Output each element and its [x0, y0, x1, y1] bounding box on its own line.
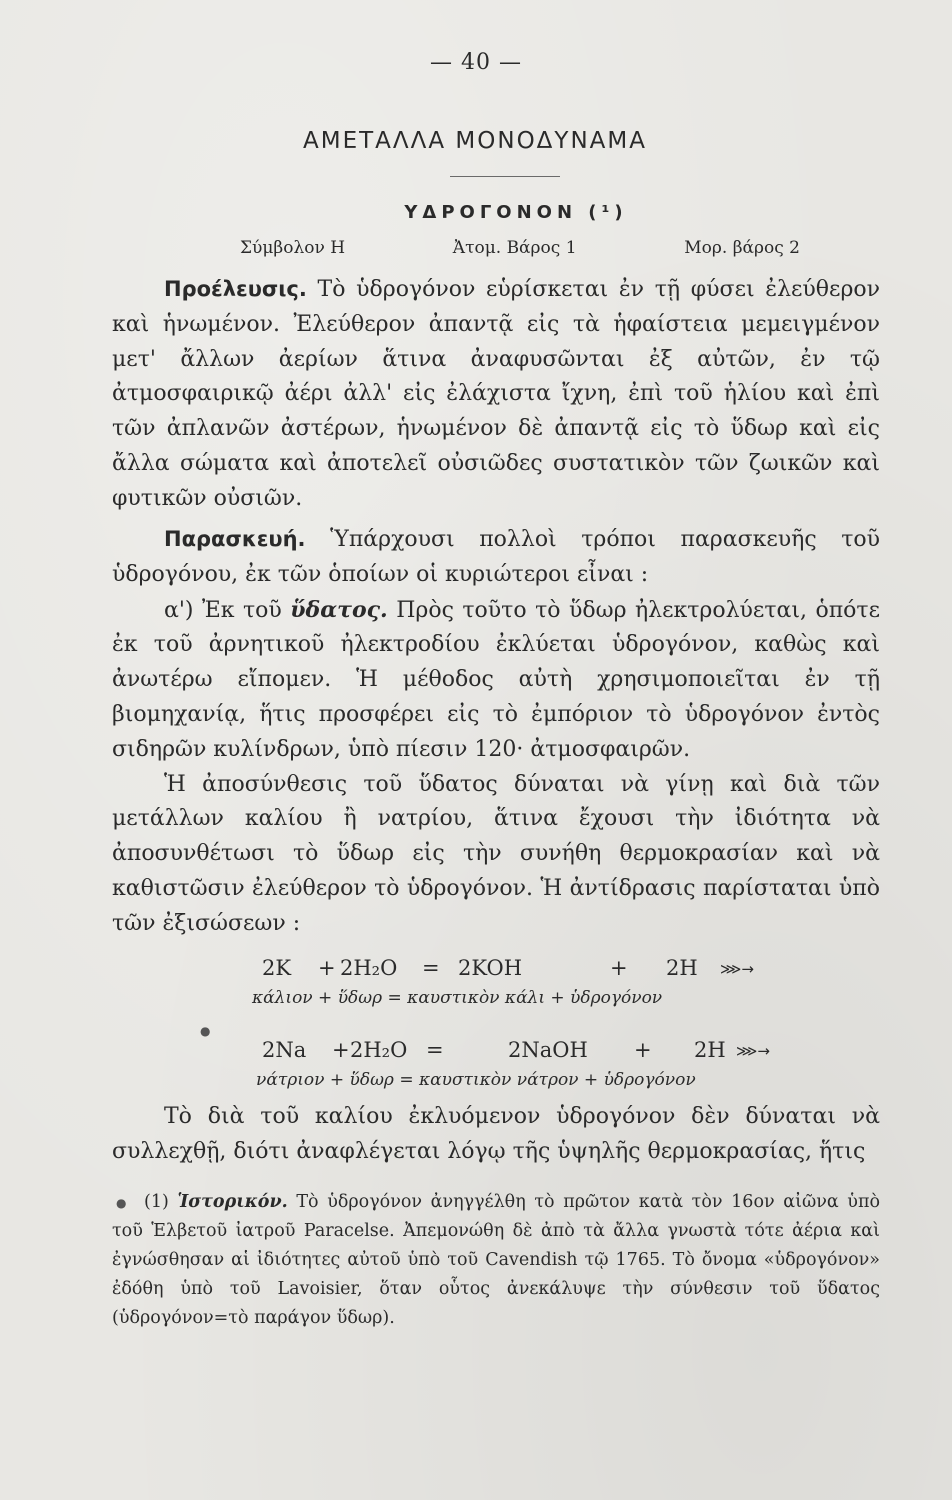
eq2-product-2: 2H [694, 1038, 726, 1062]
atomic-weight: Ἀτομ. Βάρος 1 [452, 238, 577, 258]
footnote-marker: (1) [144, 1192, 178, 1212]
origin-heading: Προέλευσις. [164, 277, 307, 301]
method-a-label: α') Ἐκ τοῦ [164, 597, 291, 623]
eq2-reactant-2: 2H₂O [350, 1038, 408, 1062]
origin-text: Τὸ ὑδρογόνον εὑρίσκεται ἐν τῇ φύσει ἐλεύθερον καὶ ἡνωμένον. Ἐλεύθερον ἀπαντᾷ εἰς τὰ ἡφαίστεια μεμειγμένον μετ' ἄλλων ἀερίων ἅτινα ἀναφυσῶνται ἐξ αὐτῶν, ἐν τῷ ἀτμοσφαιρικῷ ἀέρι ἀλλ' εἰς ἐλάχιστα ἴχνη, ἐπὶ τοῦ ἡλίου καὶ ἐπὶ τῶν ἀπλανῶν ἀστέρων, ἡνωμένον δὲ ἀπαντᾷ εἰς τὸ ὕδωρ καὶ εἰς ἄλλα σώματα καὶ ἀποτελεῖ οὐσιῶδες συστατικὸν τῶν ζωικῶν καὶ φυτικῶν οὐσιῶν. [112, 277, 880, 511]
section-title: ΥΔΡΟΓΟΝΟΝ (¹) [404, 202, 628, 223]
eq2-product-1: 2NaOH [508, 1038, 588, 1062]
method-a-paragraph [112, 593, 880, 768]
eq1-product-1: 2KOH [458, 956, 523, 980]
main-text-upper [112, 272, 880, 517]
eq1-words: κάλιον + ὕδωρ = καυστικὸν κάλι + ὑδρογόνον [252, 988, 663, 1008]
eq1-equals: = [422, 956, 440, 980]
equation-sodium [190, 1038, 830, 1066]
preparation-intro: Ὑπάρχουσι πολλοὶ τρόποι παρασκευῆς τοῦ ὑδρογόνου, ἐκ τῶν ὁποίων οἱ κυριώτεροι εἶναι : [112, 527, 880, 587]
chapter-title: ΑΜΕΤΑΛΛΑ ΜΟΝΟΔΥΝΑΜΑ [303, 128, 647, 154]
preparation-heading: Παρασκευή. [164, 527, 306, 551]
footnote [112, 1188, 880, 1333]
preparation-paragraph [112, 522, 880, 593]
decomposition-paragraph: Ἡ ἀποσύνθεσις τοῦ ὕδατος δύναται νὰ γίνῃ καὶ διὰ τῶν μετάλλων καλίου ἢ νατρίου, ἅτινα ἔχουσι τὴν ἰδιότητα νὰ ἀποσυνθέτωσι τὸ ὕδωρ εἰς τὴν συνήθη θερμοκρασίαν καὶ νὰ καθιστῶσιν ἐλεύθερον τὸ ὑδρογόνον. Ἡ ἀντίδρασις παρίσταται ὑπὸ τῶν ἐξισώσεων : [112, 771, 880, 936]
equation-potassium [190, 956, 830, 984]
eq1-arrow-icon: ⋙→ [720, 960, 754, 978]
eq1-plus-2: + [610, 956, 628, 980]
closing-paragraph: Τὸ διὰ τοῦ καλίου ἐκλυόμενον ὑδρογόνον δὲν δύναται νὰ συλλεχθῇ, διότι ἀναφλέγεται λόγῳ τῆς ὑψηλῆς θερμοκρασίας, ἥτις [112, 1104, 880, 1164]
eq1-plus-1: + [318, 956, 336, 980]
margin-mark: ● [200, 1024, 211, 1038]
main-text-middle [112, 522, 880, 942]
molecular-weight: Μορ. βάρος 2 [684, 238, 800, 258]
element-properties [240, 238, 800, 258]
eq2-plus-1: + [332, 1038, 350, 1062]
equation-potassium-words [190, 988, 830, 1016]
eq1-product-2: 2H [666, 956, 698, 980]
eq1-reactant-2: 2H₂O [340, 956, 398, 980]
eq2-plus-2: + [634, 1038, 652, 1062]
eq2-arrow-icon: ⋙→ [736, 1042, 770, 1060]
element-symbol: Σύμβολον Η [240, 238, 346, 258]
eq1-reactant-1: 2K [262, 956, 292, 980]
footnote-text: Τὸ ὑδρογόνον ἀνηγγέλθη τὸ πρῶτον κατὰ τὸν 16ον αἰῶνα ὑπὸ τοῦ Ἑλβετοῦ ἰατροῦ Paracelse. Ἀπεμονώθη δὲ ἀπὸ τὰ ἄλλα γνωστὰ τότε ἀέρια καὶ ἐγνώσθησαν αἱ ἰδιότητες αὐτοῦ ὑπὸ τοῦ Cavendish τῷ 1765. Τὸ ὄνομα «ὑδρογόνον» ἐδόθη ὑπὸ τοῦ Lavoisier, ὅταν οὗτος ἀνεκάλυψε τὴν σύνθεσιν τοῦ ὕδατος (ὑδρογόνον=τὸ παράγον ὕδωρ). [112, 1192, 880, 1328]
equation-sodium-words [190, 1070, 830, 1098]
main-text-lower [112, 1100, 880, 1170]
margin-mark: ● [116, 1196, 127, 1210]
eq2-words: νάτριον + ὕδωρ = καυστικὸν νάτρον + ὑδρογόνον [256, 1070, 696, 1090]
footnote-paragraph [112, 1188, 880, 1333]
title-divider [450, 176, 560, 177]
footnote-heading: Ἱστορικόν. [177, 1192, 288, 1212]
method-a-term: ὕδατος. [290, 596, 388, 623]
origin-paragraph [112, 272, 880, 517]
eq2-reactant-1: 2Na [262, 1038, 307, 1062]
method-a-text: Πρὸς τοῦτο τὸ ὕδωρ ἠλεκτρολύεται, ὁπότε ἐκ τοῦ ἀρνητικοῦ ἠλεκτροδίου ἐκλύεται ὑδρογόνον, καθὼς καὶ ἀνωτέρω εἴπομεν. Ἡ μέθοδος αὐτὴ χρησιμοποιεῖται ἐν τῇ βιομηχανίᾳ, ἥτις προσφέρει εἰς τὸ ἐμπόριον τὸ ὑδρογόνον ἐντὸς σιδηρῶν κυλίνδρων, ὑπὸ πίεσιν 120· ἀτμοσφαιρῶν. [112, 597, 880, 762]
page-number: — 40 — [430, 50, 522, 75]
eq2-equals: = [426, 1038, 444, 1062]
